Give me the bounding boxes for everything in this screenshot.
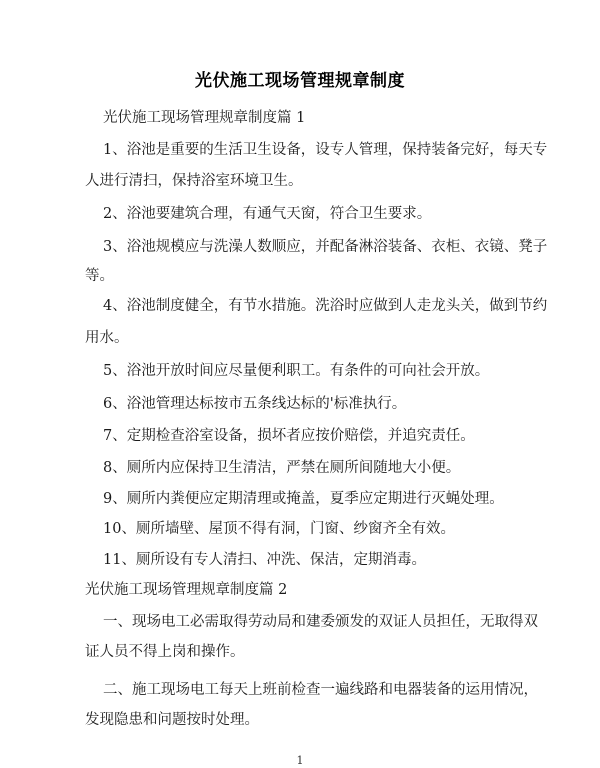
paragraph-line: 4、浴池制度健全，有节水措施。洗浴时应做到人走龙头关，做到节约 bbox=[103, 298, 548, 314]
paragraph-line: 8、厕所内应保持卫生清洁，严禁在厕所间随地大小便。 bbox=[103, 460, 461, 476]
paragraph-line: 9、厕所内粪便应定期清理或掩盖，夏季应定期进行灭蝇处理。 bbox=[103, 491, 504, 507]
paragraph-line: 7、定期检查浴室设备，损坏者应按价赔偿，并追究责任。 bbox=[103, 428, 475, 444]
paragraph-line: 用水。 bbox=[85, 330, 129, 346]
page-title: 光伏施工现场管理规章制度 bbox=[195, 71, 405, 91]
paragraph-line: 2、浴池要建筑合理，有通气天窗，符合卫生要求。 bbox=[103, 206, 432, 222]
paragraph-line: 发现隐患和问题按时处理。 bbox=[85, 712, 259, 728]
paragraph-line: 二、施工现场电工每天上班前检查一遍线路和电器装备的运用情况， bbox=[103, 682, 538, 698]
paragraph-line: 1、浴池是重要的生活卫生设备，设专人管理，保持装备完好，每天专 bbox=[103, 142, 548, 158]
section-heading-1: 光伏施工现场管理规章制度篇 1 bbox=[103, 110, 306, 126]
section-heading-2: 光伏施工现场管理规章制度篇 2 bbox=[85, 582, 288, 598]
paragraph-line: 5、浴池开放时间应尽量便利职工。有条件的可向社会开放。 bbox=[103, 363, 490, 379]
paragraph-line: 6、浴池管理达标按市五条线达标的'标准执行。 bbox=[103, 396, 407, 412]
paragraph-line: 3、浴池规模应与洗澡人数顺应，并配备淋浴装备、衣柜、衣镜、凳子 bbox=[103, 239, 548, 255]
paragraph-line: 人进行清扫，保持浴室环境卫生。 bbox=[85, 173, 303, 189]
paragraph-line: 等。 bbox=[85, 268, 114, 284]
paragraph-line: 10、厕所墙壁、屋顶不得有洞，门窗、纱窗齐全有效。 bbox=[103, 521, 455, 537]
page-number: 1 bbox=[296, 754, 304, 767]
paragraph-line: 11、厕所设有专人清扫、冲洗、保洁，定期消毒。 bbox=[103, 552, 426, 568]
paragraph-line: 一、现场电工必需取得劳动局和建委颁发的双证人员担任，无取得双 bbox=[103, 614, 538, 630]
paragraph-line: 证人员不得上岗和操作。 bbox=[85, 644, 245, 660]
